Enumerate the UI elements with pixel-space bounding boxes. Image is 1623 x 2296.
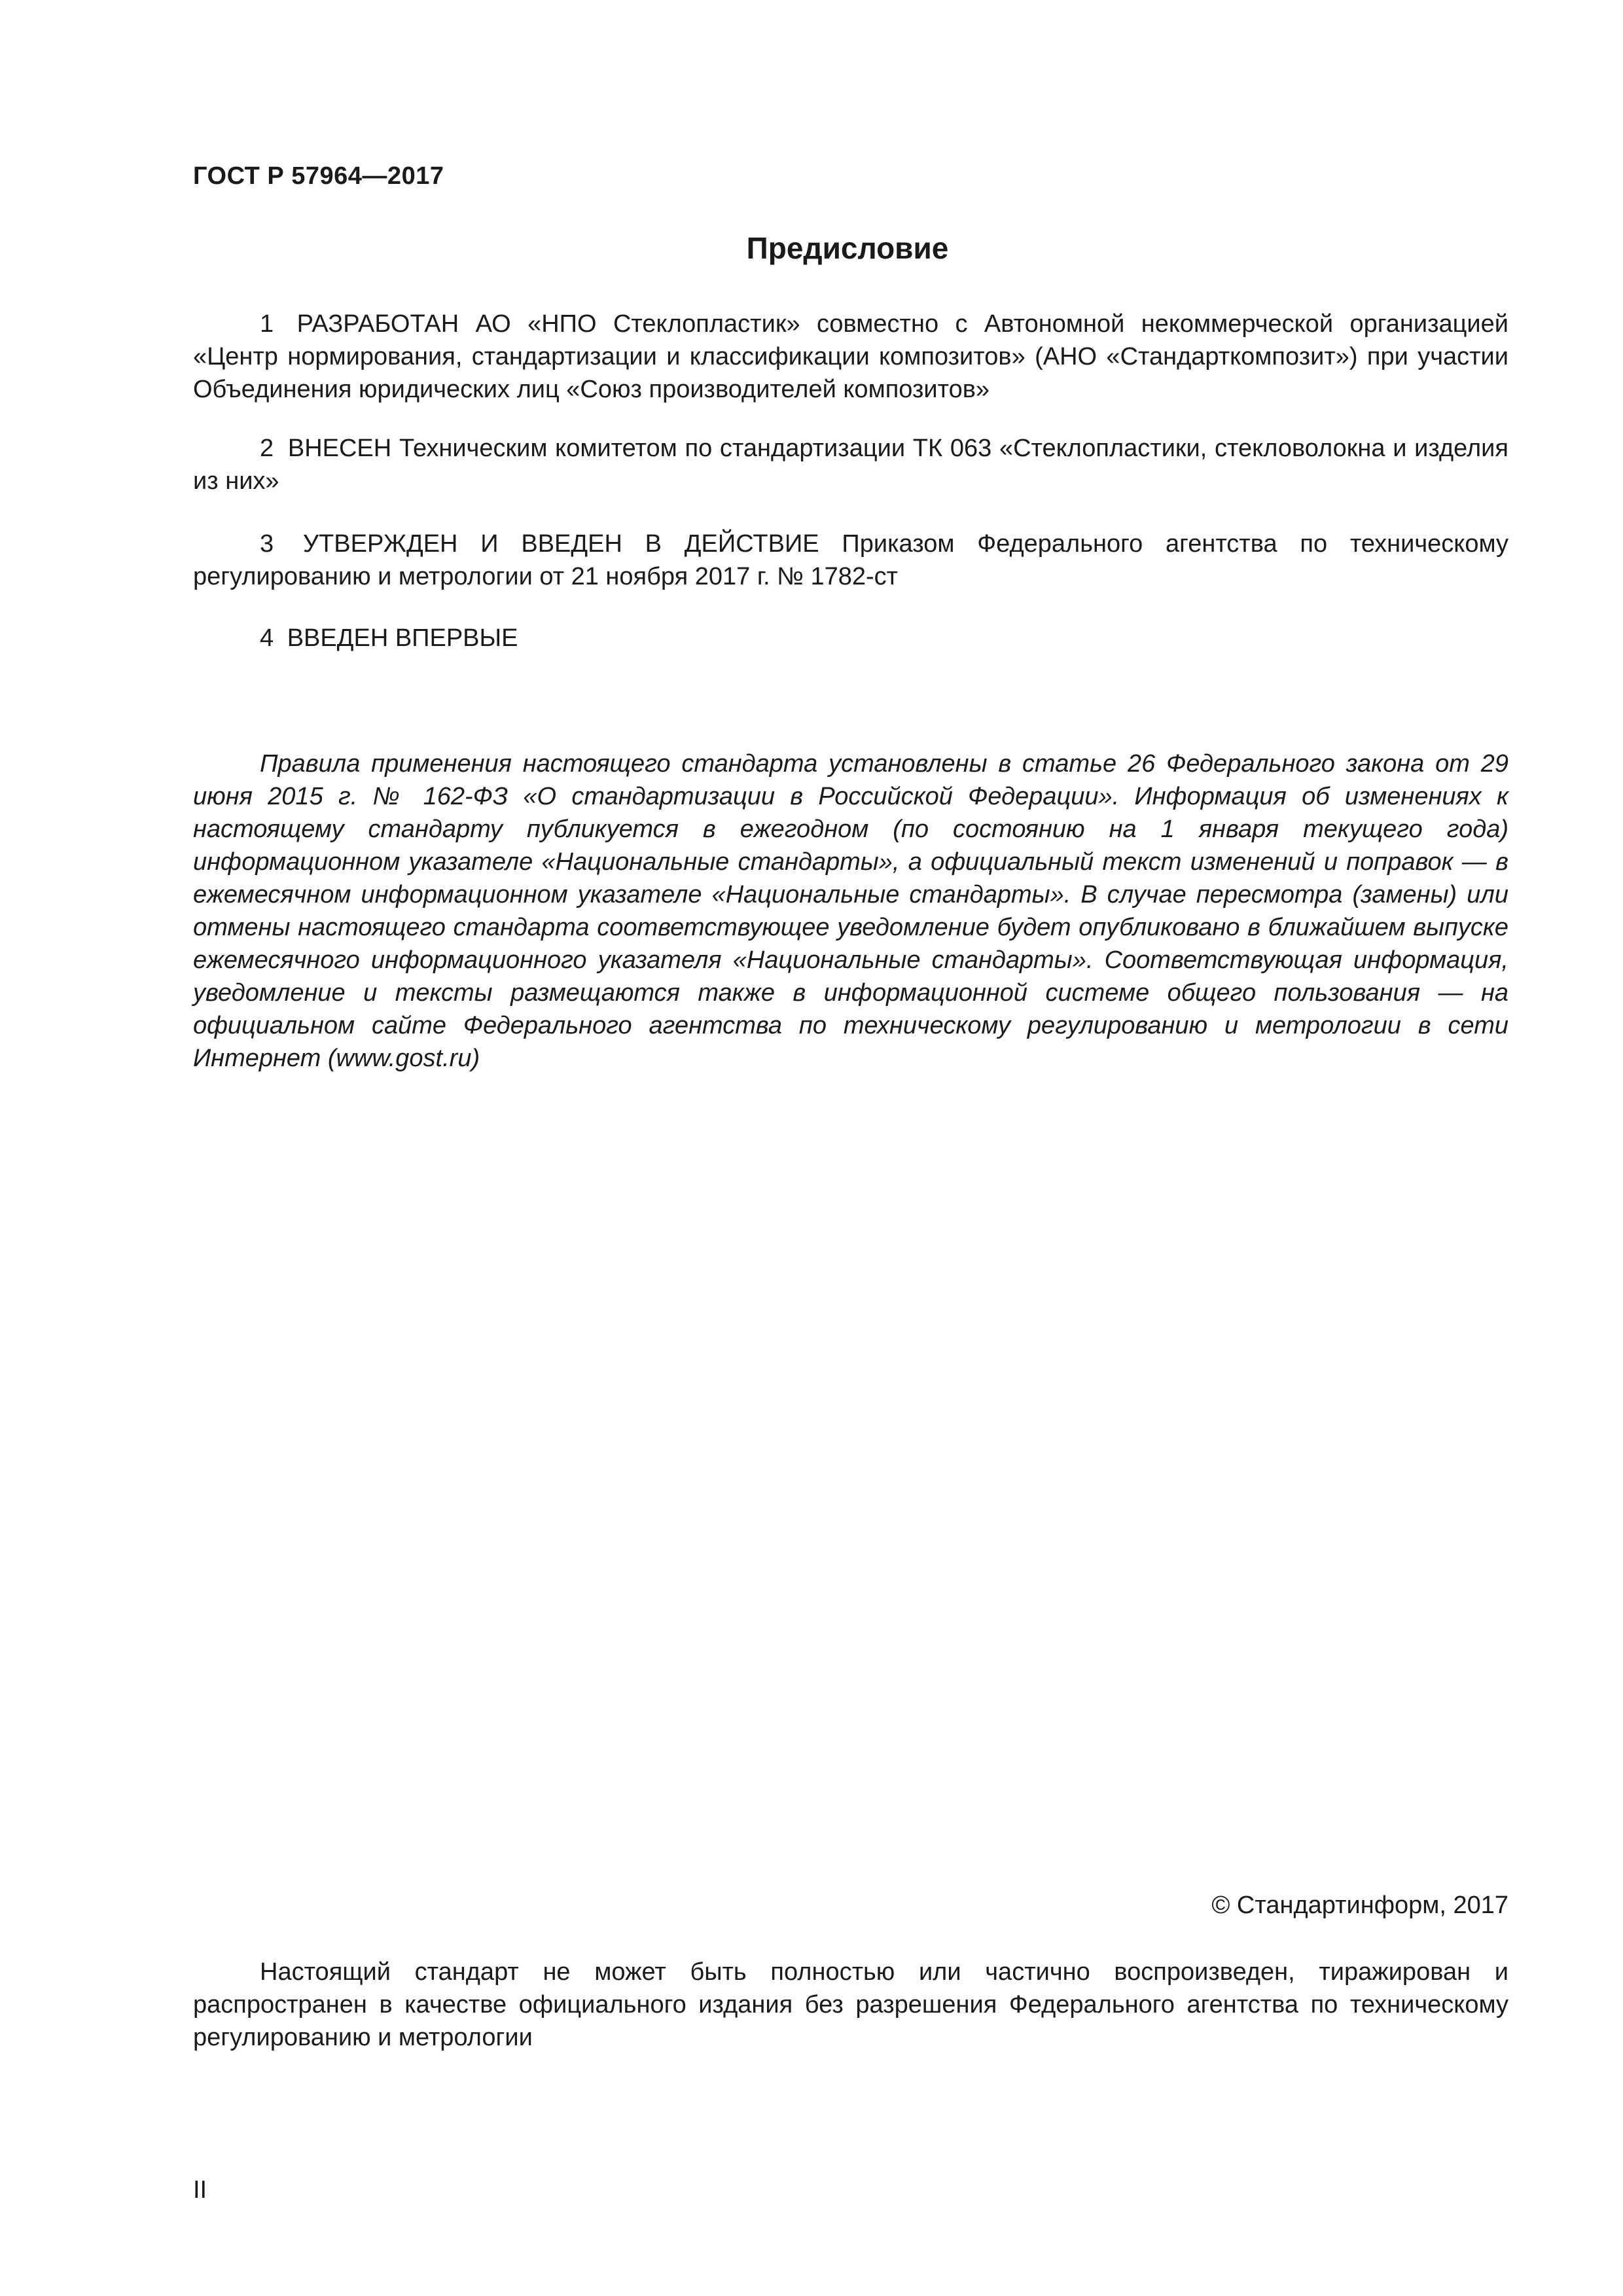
- item-number: 2: [260, 435, 274, 462]
- copyright-line: © Стандартинформ, 2017: [1211, 1892, 1508, 1919]
- page-title: Предисловие: [746, 231, 949, 265]
- item-text: Техническим комитетом по стандартизации ТК 063 «Стеклопластики, стекловолокна и изделия из них»: [193, 435, 1508, 495]
- page-number: II: [193, 2176, 207, 2204]
- item-text: Приказом Федерального агентства по техническому регулированию и метрологии от 21 ноября 2017 г. № 1782-ст: [193, 530, 1509, 590]
- item-lead: УТВЕРЖДЕН И ВВЕДЕН В ДЕЙСТВИЕ: [302, 530, 819, 558]
- item-lead: ВНЕСЕН: [287, 435, 392, 462]
- notice-text: Правила применения настоящего стандарта установлены в статье 26 Федерального закона от 29 июня 2015 г. № 162-ФЗ «О стандартизации в Российской Федерации». Информация об изменениях к настоящему стандарту публикуется в ежегодном (по состоянию на 1 января текущего года) информационном указателе «Национальные стандарты», а официальный текст изменений и поправок — в ежемесячном информационном указателе «Национальные стандарты». В случае пересмотра (замены) или отмены настоящего стандарта соответствующее уведомление будет опубликовано в ближайшем выпуске ежемесячного информационного указателя «Национальные стандарты». Соответствующая информация, уведомление и тексты размещаются также в информационной системе общего пользования — на официальном сайте Федерального агентства по техническому регулированию и метрологии в сети Интернет (www.gost.ru): [193, 750, 1508, 1072]
- foreword-item-4: [193, 622, 1508, 655]
- item-lead: РАЗРАБОТАН: [296, 310, 459, 338]
- item-number: 3: [260, 530, 274, 558]
- standard-application-notice: [193, 747, 1508, 1075]
- item-number: 4: [260, 624, 274, 652]
- foreword-item-1: [193, 308, 1508, 406]
- foreword-item-2: [193, 432, 1508, 497]
- reproduction-text: Настоящий стандарт не может быть полностью или частично воспроизведен, тиражирован и распространен в качестве официального издания без разрешения Федерального агентства по техническому регулированию и метрологии: [193, 1958, 1508, 2051]
- item-number: 1: [260, 310, 274, 338]
- reproduction-notice: [193, 1956, 1508, 2054]
- document-code: ГОСТ Р 57964—2017: [193, 162, 444, 190]
- item-text: АО «НПО Стеклопластик» совместно с Автономной некоммерческой организацией «Центр нормирования, стандартизации и классификации композитов» (АНО «Стандарткомпозит») при участии Объединения юридических лиц «Союз производителей композитов»: [193, 310, 1509, 403]
- item-lead: ВВЕДЕН ВПЕРВЫЕ: [287, 624, 518, 652]
- foreword-item-3: [193, 528, 1508, 593]
